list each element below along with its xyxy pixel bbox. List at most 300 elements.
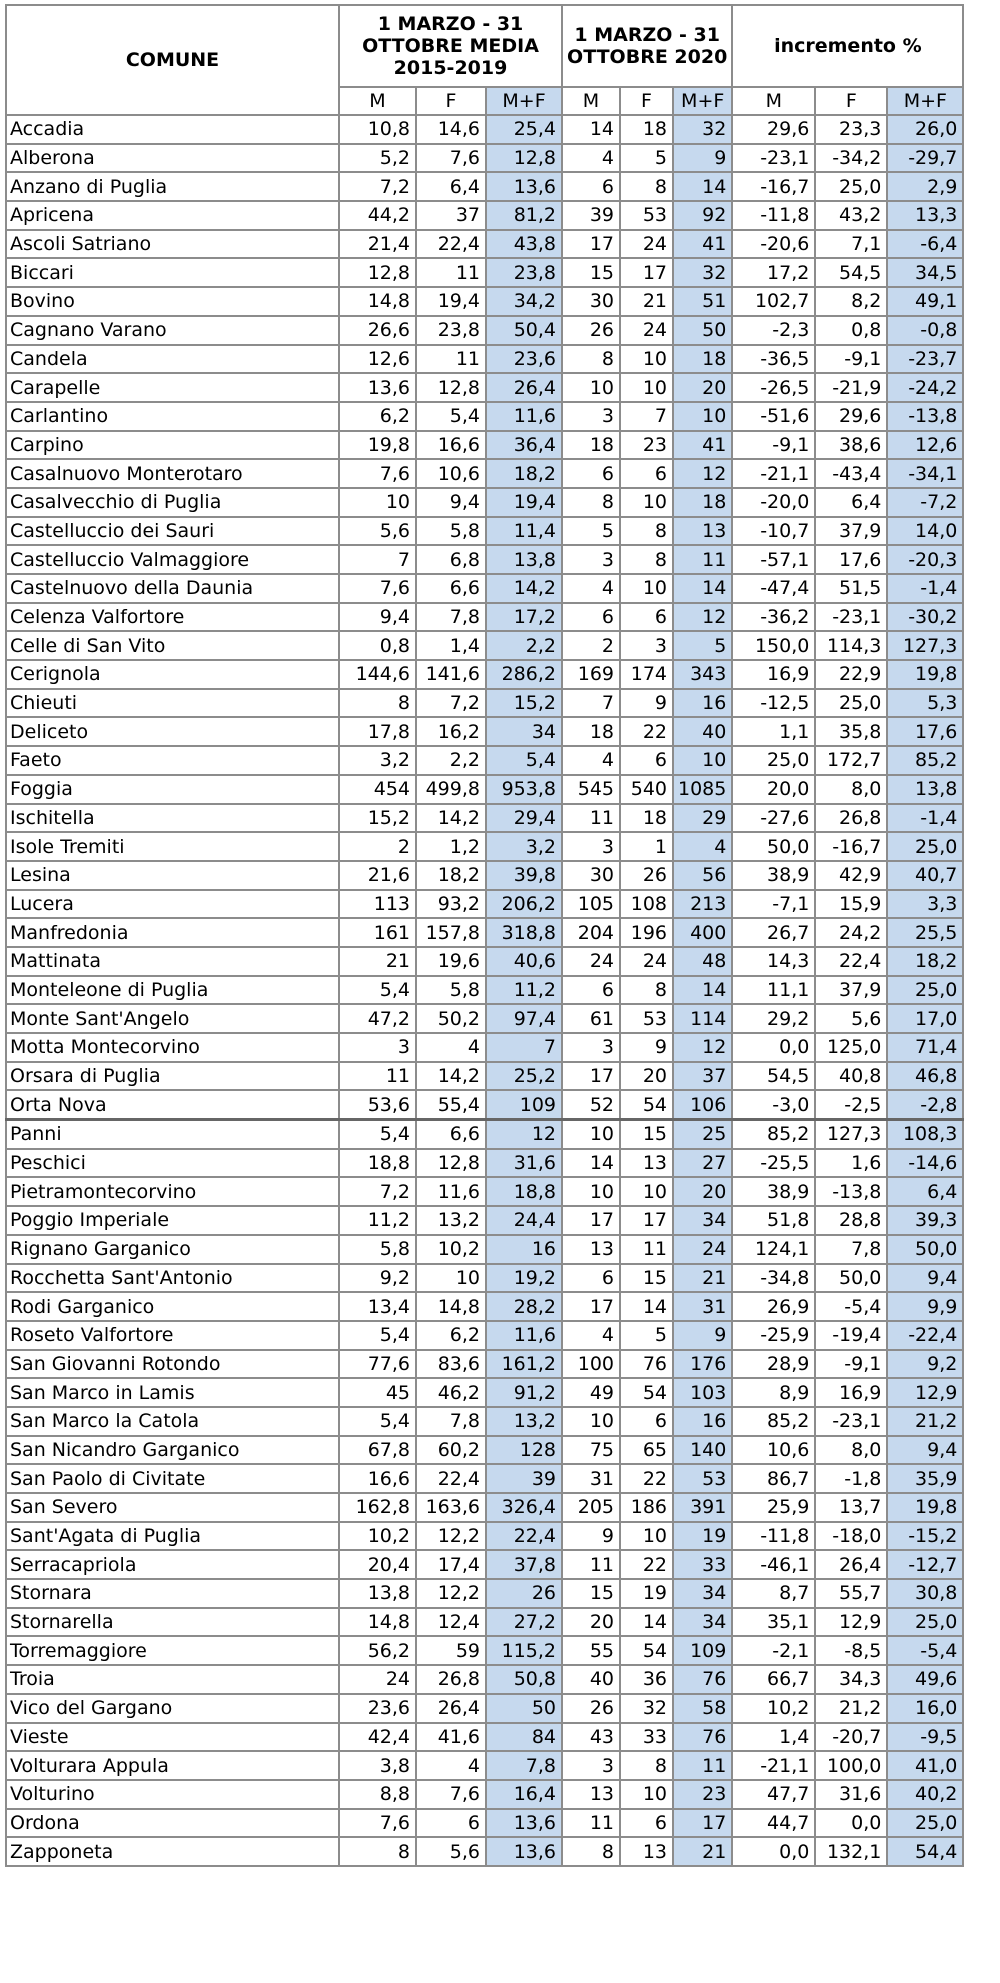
m-increment: 16,9 — [732, 660, 815, 689]
comune-name: Stornara — [6, 1579, 339, 1608]
f-increment: 31,6 — [815, 1780, 887, 1809]
f-2015-2019: 19,4 — [416, 287, 486, 316]
f-increment: 12,9 — [815, 1608, 887, 1637]
m-2020: 40 — [562, 1665, 620, 1694]
m-increment: -12,5 — [732, 689, 815, 718]
table-row — [6, 746, 963, 775]
mf-increment: 21,2 — [887, 1407, 963, 1436]
m-2015-2019: 454 — [339, 775, 416, 804]
mf-2015-2019: 13,6 — [486, 1837, 562, 1866]
f-2020: 22 — [620, 1464, 673, 1493]
m-2015-2019: 15,2 — [339, 804, 416, 833]
mf-increment: 25,5 — [887, 918, 963, 947]
m-2020: 6 — [562, 976, 620, 1005]
m-2015-2019: 13,6 — [339, 373, 416, 402]
comune-name: Serracapriola — [6, 1550, 339, 1579]
table-row — [6, 1723, 963, 1752]
m-2015-2019: 9,4 — [339, 603, 416, 632]
mf-increment: 49,1 — [887, 287, 963, 316]
mf-increment: -22,4 — [887, 1321, 963, 1350]
mf-increment: 108,3 — [887, 1120, 963, 1149]
mf-increment: -0,8 — [887, 316, 963, 345]
f-2020: 76 — [620, 1350, 673, 1379]
m-increment: 85,2 — [732, 1407, 815, 1436]
f-2015-2019: 12,8 — [416, 1149, 486, 1178]
mf-2015-2019: 23,6 — [486, 345, 562, 374]
f-increment: 5,6 — [815, 1004, 887, 1033]
mf-increment: 25,0 — [887, 832, 963, 861]
mf-increment: 19,8 — [887, 1493, 963, 1522]
f-2015-2019: 19,6 — [416, 947, 486, 976]
f-2020: 24 — [620, 230, 673, 259]
f-increment: 172,7 — [815, 746, 887, 775]
f-increment: 42,9 — [815, 861, 887, 890]
mf-2020: 1085 — [673, 775, 732, 804]
f-increment: -13,8 — [815, 1177, 887, 1206]
f-2015-2019: 83,6 — [416, 1350, 486, 1379]
f-increment: 50,0 — [815, 1264, 887, 1293]
f-2020: 6 — [620, 459, 673, 488]
mf-2015-2019: 11,4 — [486, 517, 562, 546]
mf-2015-2019: 43,8 — [486, 230, 562, 259]
m-2020: 105 — [562, 890, 620, 919]
comune-name: San Giovanni Rotondo — [6, 1350, 339, 1379]
m-2020: 18 — [562, 431, 620, 460]
m-2020: 30 — [562, 287, 620, 316]
m-increment: -16,7 — [732, 172, 815, 201]
comune-name: Orta Nova — [6, 1090, 339, 1119]
mf-2020: 103 — [673, 1378, 732, 1407]
m-2015-2019: 16,6 — [339, 1464, 416, 1493]
m-2015-2019: 9,2 — [339, 1264, 416, 1293]
m-increment: -9,1 — [732, 431, 815, 460]
mf-2015-2019: 13,6 — [486, 172, 562, 201]
f-increment: -8,5 — [815, 1636, 887, 1665]
m-increment: 102,7 — [732, 287, 815, 316]
comune-name: Vico del Gargano — [6, 1694, 339, 1723]
mf-2015-2019: 81,2 — [486, 201, 562, 230]
f-increment: 114,3 — [815, 631, 887, 660]
mf-2020: 34 — [673, 1206, 732, 1235]
comune-name: Roseto Valfortore — [6, 1321, 339, 1350]
comune-name: Foggia — [6, 775, 339, 804]
comune-name: Torremaggiore — [6, 1636, 339, 1665]
mf-2020: 32 — [673, 258, 732, 287]
m-increment: -3,0 — [732, 1090, 815, 1119]
m-2015-2019: 5,4 — [339, 1407, 416, 1436]
f-2015-2019: 1,4 — [416, 631, 486, 660]
comune-name: San Paolo di Civitate — [6, 1464, 339, 1493]
f-2015-2019: 9,4 — [416, 488, 486, 517]
m-increment: -10,7 — [732, 517, 815, 546]
m-2015-2019: 113 — [339, 890, 416, 919]
m-2020: 15 — [562, 1579, 620, 1608]
m-2020: 10 — [562, 1407, 620, 1436]
mf-2015-2019: 12,8 — [486, 144, 562, 173]
m-2020: 11 — [562, 804, 620, 833]
comune-name: Cagnano Varano — [6, 316, 339, 345]
m-2020: 17 — [562, 1062, 620, 1091]
f-2015-2019: 93,2 — [416, 890, 486, 919]
f-increment: 54,5 — [815, 258, 887, 287]
mf-2015-2019: 50 — [486, 1694, 562, 1723]
m-increment: 51,8 — [732, 1206, 815, 1235]
m-increment: -11,8 — [732, 201, 815, 230]
m-2020: 43 — [562, 1723, 620, 1752]
f-increment: 26,4 — [815, 1550, 887, 1579]
mf-2020: 53 — [673, 1464, 732, 1493]
m-2020: 10 — [562, 373, 620, 402]
mf-2020: 34 — [673, 1608, 732, 1637]
m-increment: 17,2 — [732, 258, 815, 287]
m-increment: -23,1 — [732, 144, 815, 173]
table-row — [6, 1062, 963, 1091]
mf-2015-2019: 16,4 — [486, 1780, 562, 1809]
table-row — [6, 115, 963, 144]
m-2015-2019: 14,8 — [339, 1608, 416, 1637]
f-2015-2019: 12,2 — [416, 1522, 486, 1551]
f-2020: 9 — [620, 1033, 673, 1062]
comune-name: Rignano Garganico — [6, 1235, 339, 1264]
mf-increment: 127,3 — [887, 631, 963, 660]
comune-name: Alberona — [6, 144, 339, 173]
m-2020: 169 — [562, 660, 620, 689]
f-2020: 6 — [620, 1407, 673, 1436]
table-row — [6, 1809, 963, 1838]
comune-name: Rocchetta Sant'Antonio — [6, 1264, 339, 1293]
m-2020: 13 — [562, 1780, 620, 1809]
table-row — [6, 1004, 963, 1033]
mf-2015-2019: 50,8 — [486, 1665, 562, 1694]
table-row — [6, 1090, 963, 1119]
comune-name: Bovino — [6, 287, 339, 316]
mf-increment: -34,1 — [887, 459, 963, 488]
mf-increment: 54,4 — [887, 1837, 963, 1866]
table-row — [6, 890, 963, 919]
f-increment: 55,7 — [815, 1579, 887, 1608]
m-2020: 7 — [562, 689, 620, 718]
m-2020: 26 — [562, 1694, 620, 1723]
comune-name: Sant'Agata di Puglia — [6, 1522, 339, 1551]
mf-2015-2019: 13,6 — [486, 1809, 562, 1838]
m-2015-2019: 18,8 — [339, 1149, 416, 1178]
m-increment: 150,0 — [732, 631, 815, 660]
mf-2015-2019: 36,4 — [486, 431, 562, 460]
comune-name: Pietramontecorvino — [6, 1177, 339, 1206]
f-increment: 125,0 — [815, 1033, 887, 1062]
table-row — [6, 459, 963, 488]
mf-2015-2019: 3,2 — [486, 832, 562, 861]
f-increment: -2,5 — [815, 1090, 887, 1119]
table-row — [6, 1464, 963, 1493]
f-increment: 15,9 — [815, 890, 887, 919]
mf-increment: -29,7 — [887, 144, 963, 173]
f-increment: 51,5 — [815, 574, 887, 603]
m-increment: -21,1 — [732, 459, 815, 488]
table-row — [6, 1120, 963, 1149]
f-2020: 53 — [620, 201, 673, 230]
m-increment: 44,7 — [732, 1809, 815, 1838]
m-increment: 26,7 — [732, 918, 815, 947]
m-2015-2019: 14,8 — [339, 287, 416, 316]
f-2020: 8 — [620, 517, 673, 546]
m-increment: 11,1 — [732, 976, 815, 1005]
m-2020: 52 — [562, 1090, 620, 1119]
table-row — [6, 574, 963, 603]
mf-2020: 391 — [673, 1493, 732, 1522]
m-2020: 545 — [562, 775, 620, 804]
m-increment: 85,2 — [732, 1120, 815, 1149]
m-2020: 10 — [562, 1120, 620, 1149]
table-row — [6, 1350, 963, 1379]
table-row — [6, 431, 963, 460]
f-2020: 17 — [620, 258, 673, 287]
mf-increment: 12,6 — [887, 431, 963, 460]
mf-increment: -23,7 — [887, 345, 963, 374]
sub-header-f: F — [815, 87, 887, 115]
f-increment: -43,4 — [815, 459, 887, 488]
comune-name: Troia — [6, 1665, 339, 1694]
comune-name: San Severo — [6, 1493, 339, 1522]
f-2015-2019: 46,2 — [416, 1378, 486, 1407]
m-2020: 17 — [562, 1206, 620, 1235]
m-2020: 18 — [562, 717, 620, 746]
f-2020: 9 — [620, 689, 673, 718]
mf-2015-2019: 326,4 — [486, 1493, 562, 1522]
mf-increment: 3,3 — [887, 890, 963, 919]
table-row — [6, 1665, 963, 1694]
f-2015-2019: 4 — [416, 1033, 486, 1062]
mf-increment: -9,5 — [887, 1723, 963, 1752]
table-row — [6, 1033, 963, 1062]
m-2015-2019: 77,6 — [339, 1350, 416, 1379]
f-2020: 540 — [620, 775, 673, 804]
f-increment: -18,0 — [815, 1522, 887, 1551]
m-increment: 0,0 — [732, 1837, 815, 1866]
f-increment: 24,2 — [815, 918, 887, 947]
mf-2015-2019: 14,2 — [486, 574, 562, 603]
comune-name: Cerignola — [6, 660, 339, 689]
mf-2020: 11 — [673, 1751, 732, 1780]
mf-2020: 51 — [673, 287, 732, 316]
f-2020: 21 — [620, 287, 673, 316]
table-row — [6, 1292, 963, 1321]
mf-2020: 56 — [673, 861, 732, 890]
mf-2020: 12 — [673, 459, 732, 488]
mf-2015-2019: 29,4 — [486, 804, 562, 833]
mf-increment: 46,8 — [887, 1062, 963, 1091]
sub-header-mf: M+F — [887, 87, 963, 115]
table-row — [6, 144, 963, 173]
mf-2020: 140 — [673, 1436, 732, 1465]
m-2020: 49 — [562, 1378, 620, 1407]
f-increment: 25,0 — [815, 689, 887, 718]
m-2015-2019: 7,2 — [339, 1177, 416, 1206]
comune-name: Zapponeta — [6, 1837, 339, 1866]
mf-2020: 10 — [673, 746, 732, 775]
table-row — [6, 172, 963, 201]
mf-increment: 41,0 — [887, 1751, 963, 1780]
mf-2015-2019: 7,8 — [486, 1751, 562, 1780]
mf-increment: -6,4 — [887, 230, 963, 259]
mortality-table — [5, 4, 964, 1867]
m-increment: -34,8 — [732, 1264, 815, 1293]
mf-2015-2019: 206,2 — [486, 890, 562, 919]
table-row — [6, 717, 963, 746]
m-increment: -2,3 — [732, 316, 815, 345]
mf-increment: -13,8 — [887, 402, 963, 431]
f-2020: 19 — [620, 1579, 673, 1608]
table-row — [6, 545, 963, 574]
comune-name: Vieste — [6, 1723, 339, 1752]
sub-header-m: M — [339, 87, 416, 115]
f-2015-2019: 13,2 — [416, 1206, 486, 1235]
f-2015-2019: 6,6 — [416, 574, 486, 603]
comune-name: Rodi Garganico — [6, 1292, 339, 1321]
f-2015-2019: 157,8 — [416, 918, 486, 947]
f-2020: 20 — [620, 1062, 673, 1091]
f-2020: 10 — [620, 1780, 673, 1809]
mf-2015-2019: 31,6 — [486, 1149, 562, 1178]
table-row — [6, 1837, 963, 1866]
comune-name: San Nicandro Garganico — [6, 1436, 339, 1465]
m-2015-2019: 47,2 — [339, 1004, 416, 1033]
m-2015-2019: 5,2 — [339, 144, 416, 173]
mf-increment: 40,2 — [887, 1780, 963, 1809]
m-increment: 26,9 — [732, 1292, 815, 1321]
comune-name: Castelluccio Valmaggiore — [6, 545, 339, 574]
mf-2020: 18 — [673, 488, 732, 517]
mf-increment: -20,3 — [887, 545, 963, 574]
m-2015-2019: 10 — [339, 488, 416, 517]
mf-2020: 32 — [673, 115, 732, 144]
mf-increment: -24,2 — [887, 373, 963, 402]
f-increment: -21,9 — [815, 373, 887, 402]
m-2015-2019: 5,8 — [339, 1235, 416, 1264]
mf-increment: 9,9 — [887, 1292, 963, 1321]
mf-increment: 40,7 — [887, 861, 963, 890]
m-increment: -47,4 — [732, 574, 815, 603]
f-2020: 54 — [620, 1378, 673, 1407]
f-increment: 1,6 — [815, 1149, 887, 1178]
f-2020: 13 — [620, 1149, 673, 1178]
m-2020: 4 — [562, 1321, 620, 1350]
f-2020: 65 — [620, 1436, 673, 1465]
table-row — [6, 1264, 963, 1293]
mf-2020: 24 — [673, 1235, 732, 1264]
comune-name: Celenza Valfortore — [6, 603, 339, 632]
f-2015-2019: 37 — [416, 201, 486, 230]
m-2015-2019: 3,8 — [339, 1751, 416, 1780]
f-2020: 8 — [620, 545, 673, 574]
mf-2015-2019: 37,8 — [486, 1550, 562, 1579]
f-2020: 32 — [620, 1694, 673, 1723]
period-2015-2019-header: 1 MARZO - 31 OTTOBRE MEDIA 2015-2019 — [339, 5, 562, 87]
m-2015-2019: 45 — [339, 1378, 416, 1407]
comune-header: COMUNE — [6, 5, 339, 115]
mf-2015-2019: 22,4 — [486, 1522, 562, 1551]
mf-increment: 25,0 — [887, 976, 963, 1005]
m-2020: 9 — [562, 1522, 620, 1551]
mf-increment: 13,3 — [887, 201, 963, 230]
mf-2015-2019: 18,8 — [486, 1177, 562, 1206]
mf-2015-2019: 128 — [486, 1436, 562, 1465]
f-2015-2019: 50,2 — [416, 1004, 486, 1033]
m-2020: 8 — [562, 488, 620, 517]
mf-2015-2019: 26,4 — [486, 373, 562, 402]
mf-2020: 20 — [673, 373, 732, 402]
f-increment: 17,6 — [815, 545, 887, 574]
mf-2020: 40 — [673, 717, 732, 746]
f-2020: 54 — [620, 1636, 673, 1665]
m-increment: 0,0 — [732, 1033, 815, 1062]
m-increment: -20,0 — [732, 488, 815, 517]
f-2020: 108 — [620, 890, 673, 919]
f-2020: 24 — [620, 316, 673, 345]
f-2020: 6 — [620, 746, 673, 775]
mf-2020: 76 — [673, 1665, 732, 1694]
m-2015-2019: 5,6 — [339, 517, 416, 546]
f-2015-2019: 14,8 — [416, 1292, 486, 1321]
f-2020: 22 — [620, 1550, 673, 1579]
m-2015-2019: 5,4 — [339, 1120, 416, 1149]
comune-name: Motta Montecorvino — [6, 1033, 339, 1062]
comune-name: Castelluccio dei Sauri — [6, 517, 339, 546]
m-increment: 25,9 — [732, 1493, 815, 1522]
mf-increment: -7,2 — [887, 488, 963, 517]
f-2015-2019: 10,6 — [416, 459, 486, 488]
m-increment: 54,5 — [732, 1062, 815, 1091]
increment-header: incremento % — [732, 5, 963, 87]
m-2015-2019: 7,2 — [339, 172, 416, 201]
table-row — [6, 1493, 963, 1522]
comune-name: Volturino — [6, 1780, 339, 1809]
m-2015-2019: 13,4 — [339, 1292, 416, 1321]
m-increment: 20,0 — [732, 775, 815, 804]
mf-increment: 71,4 — [887, 1033, 963, 1062]
f-2020: 5 — [620, 144, 673, 173]
f-increment: -20,7 — [815, 1723, 887, 1752]
f-2020: 8 — [620, 976, 673, 1005]
mf-2015-2019: 11,6 — [486, 1321, 562, 1350]
mf-increment: 14,0 — [887, 517, 963, 546]
m-2015-2019: 0,8 — [339, 631, 416, 660]
m-2015-2019: 13,8 — [339, 1579, 416, 1608]
table-row — [6, 832, 963, 861]
table-row — [6, 1177, 963, 1206]
sub-header-f: F — [416, 87, 486, 115]
mf-2015-2019: 34 — [486, 717, 562, 746]
mf-2020: 19 — [673, 1522, 732, 1551]
mf-2020: 5 — [673, 631, 732, 660]
f-increment: 28,8 — [815, 1206, 887, 1235]
f-2015-2019: 163,6 — [416, 1493, 486, 1522]
m-2020: 205 — [562, 1493, 620, 1522]
mf-2020: 9 — [673, 144, 732, 173]
table-row — [6, 1206, 963, 1235]
m-2015-2019: 11 — [339, 1062, 416, 1091]
table-row — [6, 1636, 963, 1665]
m-2020: 3 — [562, 1751, 620, 1780]
mf-2020: 21 — [673, 1837, 732, 1866]
m-2015-2019: 7 — [339, 545, 416, 574]
m-2015-2019: 20,4 — [339, 1550, 416, 1579]
mf-2020: 37 — [673, 1062, 732, 1091]
mf-2020: 21 — [673, 1264, 732, 1293]
f-increment: 38,6 — [815, 431, 887, 460]
m-2020: 17 — [562, 230, 620, 259]
m-increment: -25,9 — [732, 1321, 815, 1350]
